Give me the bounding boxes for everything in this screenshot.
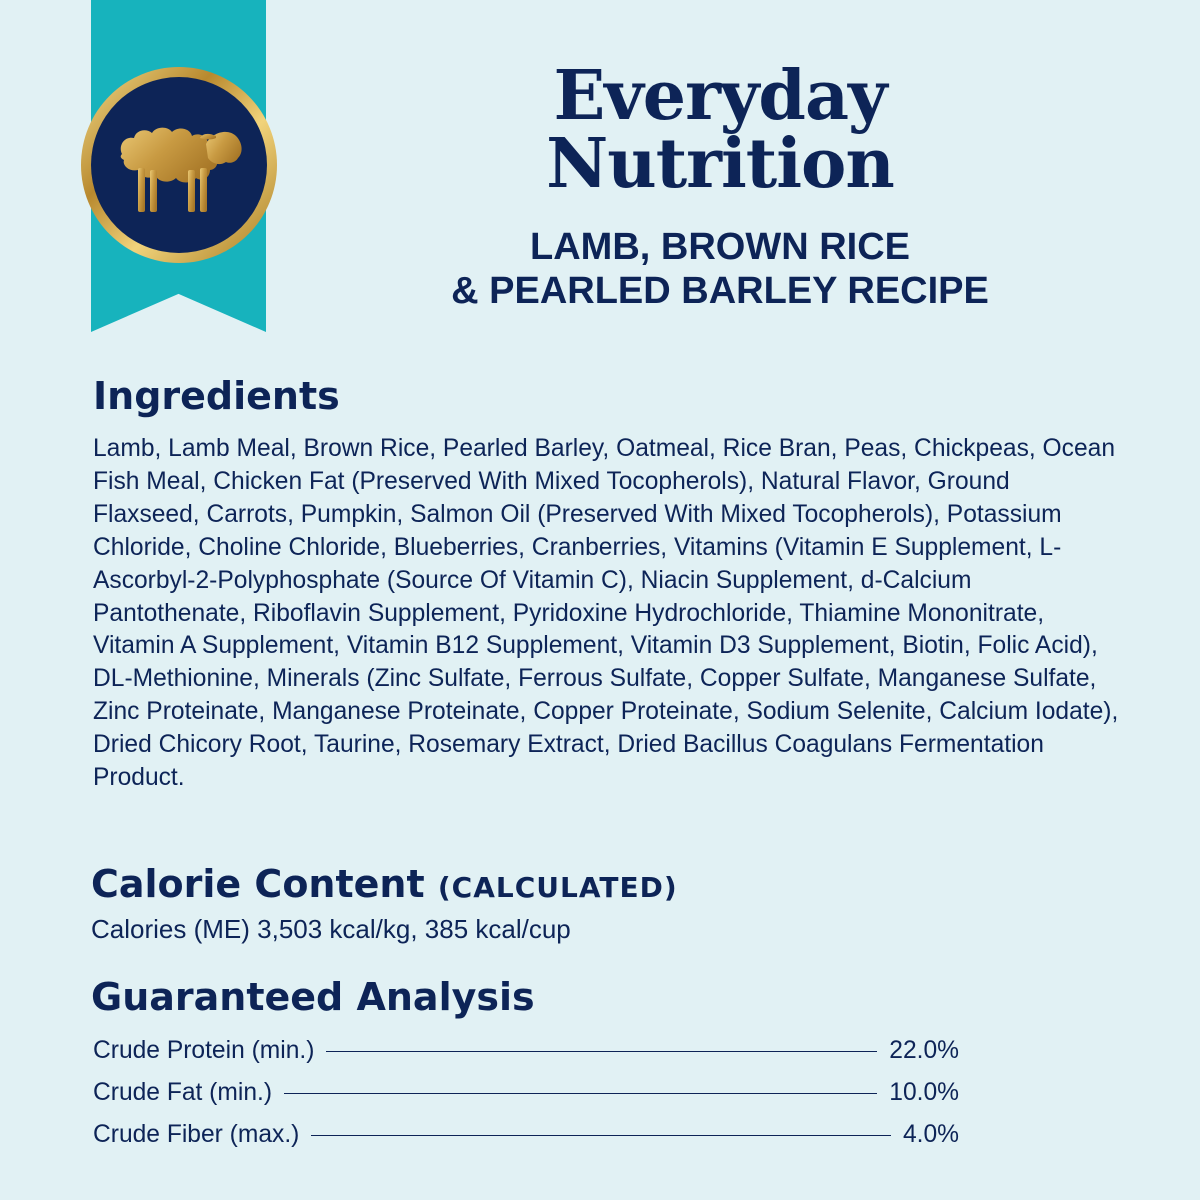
analysis-heading: Guaranteed Analysis	[91, 975, 535, 1019]
header	[360, 56, 1080, 313]
calorie-heading	[91, 862, 678, 906]
leader-line	[311, 1135, 891, 1136]
subtitle-line-1: LAMB, BROWN RICE	[530, 226, 910, 268]
analysis-label: Crude Fat (min.)	[93, 1079, 273, 1106]
calorie-text: Calories (ME) 3,503 kcal/kg, 385 kcal/cup	[91, 914, 571, 944]
medal-badge	[80, 66, 278, 264]
analysis-label: Crude Fiber (max.)	[93, 1121, 300, 1148]
ingredients-text: Lamb, Lamb Meal, Brown Rice, Pearled Barley, Oatmeal, Rice Bran, Peas, Chickpeas, Ocean Fish Meal, Chicken Fat (Preserved With Mixed Tocopherols), Natural Flavor, Ground Flaxseed, Carrots, Pumpkin, Salmon Oil (Preserved With Mixed Tocopherols), Potassium Chloride, Choline Chloride, Blueberries, Cranberries, Vitamins (Vitamin E Supplement, L-Ascorbyl-2-Polyphosphate (Source Of Vitamin C), Niacin Supplement, d-Calcium Pantothenate, Riboflavin Supplement, Pyridoxine Hydrochloride, Thiamine Mononitrate, Vitamin A Supplement, Vitamin B12 Supplement, Vitamin D3 Supplement, Biotin, Folic Acid), DL-Methionine, Minerals (Zinc Sulfate, Ferrous Sulfate, Copper Sulfate, Manganese Sulfate, Zinc Proteinate, Manganese Proteinate, Copper Proteinate, Sodium Selenite, Calcium Iodate), Dried Chicory Root, Taurine, Rosemary Extract, Dried Bacillus Coagulans Fermentation Product.	[93, 435, 1119, 792]
page-title	[360, 56, 1080, 204]
analysis-label: Crude Protein (min.)	[93, 1037, 315, 1064]
calorie-qualifier: (CALCULATED)	[437, 871, 678, 904]
analysis-value: 22.0%	[889, 1037, 959, 1064]
leader-line	[326, 1051, 877, 1052]
calorie-heading-label: Calorie Content	[91, 862, 425, 906]
title-line-2: Nutrition	[546, 124, 894, 204]
analysis-row-fiber	[93, 1114, 959, 1156]
analysis-row-protein	[93, 1030, 959, 1072]
analysis-value: 4.0%	[902, 1121, 959, 1148]
analysis-value: 10.0%	[889, 1079, 959, 1106]
subtitle-line-2: & PEARLED BARLEY RECIPE	[451, 269, 989, 312]
title-line-1: Everyday	[553, 56, 887, 136]
leader-line	[284, 1093, 877, 1094]
analysis-row-fat	[93, 1072, 959, 1114]
ingredients-heading: Ingredients	[93, 374, 340, 418]
recipe-subtitle	[360, 226, 1080, 313]
analysis-list	[93, 1030, 959, 1156]
